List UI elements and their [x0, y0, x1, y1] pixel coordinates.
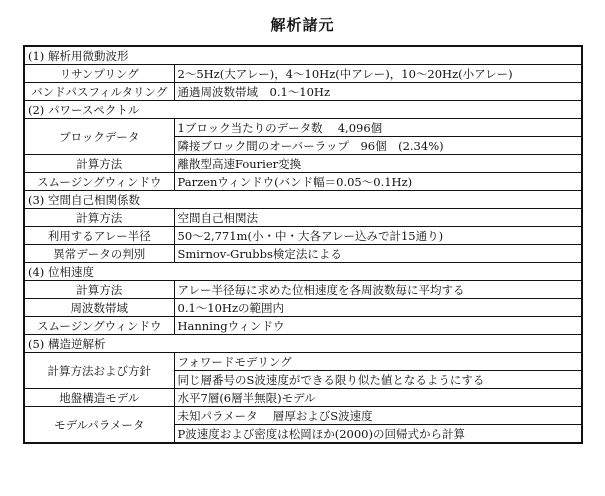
row-value: 50～2,771m(小・中・大各アレー込みで計15通り) [174, 227, 582, 245]
table-row [24, 155, 582, 173]
table-row [24, 245, 582, 263]
row-label: リサンプリング [24, 65, 174, 83]
table-row [24, 209, 582, 227]
row-label: 地盤構造モデル [24, 389, 174, 407]
table-row [24, 83, 582, 101]
analysis-spec-table [23, 45, 583, 444]
row-label: 周波数帯域 [24, 299, 174, 317]
row-label: 計算方法および方針 [24, 353, 174, 389]
row-value: 空間自己相関法 [174, 209, 582, 227]
row-value: 離散型高速Fourier変換 [174, 155, 582, 173]
section-heading: (4) 位相速度 [24, 263, 582, 281]
row-value: 水平7層(6層半無限)モデル [174, 389, 582, 407]
row-value: 通過周波数帯域 0.1～10Hz [174, 83, 582, 101]
table-row [24, 227, 582, 245]
row-label: 計算方法 [24, 155, 174, 173]
row-label: バンドパスフィルタリング [24, 83, 174, 101]
row-value: 1ブロック当たりのデータ数 4,096個 [174, 119, 582, 137]
section-heading-row [24, 263, 582, 281]
row-label: スムージングウィンドウ [24, 173, 174, 191]
section-heading-row [24, 101, 582, 119]
row-value: 0.1～10Hzの範囲内 [174, 299, 582, 317]
row-value: 同じ層番号のS波速度ができる限り似た値となるようにする [174, 371, 582, 389]
row-value: Hanningウィンドウ [174, 317, 582, 335]
section-heading: (3) 空間自己相関係数 [24, 191, 582, 209]
row-value: アレー半径毎に求めた位相速度を各周波数毎に平均する [174, 281, 582, 299]
row-value: フォワードモデリング [174, 353, 582, 371]
row-label: 利用するアレー半径 [24, 227, 174, 245]
row-label: モデルパラメータ [24, 407, 174, 444]
row-value: Smirnov-Grubbs検定法による [174, 245, 582, 263]
section-heading-row [24, 46, 582, 65]
row-label: 計算方法 [24, 209, 174, 227]
row-value: 未知パラメータ 層厚およびS波速度 [174, 407, 582, 425]
row-value: Parzenウィンドウ(バンド幅＝0.05～0.1Hz) [174, 173, 582, 191]
table-row [24, 353, 582, 371]
row-value: P波速度および密度は松岡ほか(2000)の回帰式から計算 [174, 425, 582, 444]
row-label: スムージングウィンドウ [24, 317, 174, 335]
row-label: 異常データの判別 [24, 245, 174, 263]
table-row [24, 119, 582, 137]
table-row [24, 407, 582, 425]
section-heading: (2) パワースペクトル [24, 101, 582, 119]
section-heading-row [24, 335, 582, 353]
table-row [24, 281, 582, 299]
page-title: 解析諸元 [270, 16, 335, 34]
table-row [24, 65, 582, 83]
table-row [24, 299, 582, 317]
row-value: 2～5Hz(大アレー)，4～10Hz(中アレー)，10～20Hz(小アレー) [174, 65, 582, 83]
table-row [24, 389, 582, 407]
table-row [24, 173, 582, 191]
section-heading-row [24, 191, 582, 209]
section-heading: (1) 解析用微動波形 [24, 46, 582, 65]
row-label: 計算方法 [24, 281, 174, 299]
row-label: ブロックデータ [24, 119, 174, 155]
row-value: 隣接ブロック間のオーバーラップ 96個 (2.34%) [174, 137, 582, 155]
table-row [24, 317, 582, 335]
section-heading: (5) 構造逆解析 [24, 335, 582, 353]
